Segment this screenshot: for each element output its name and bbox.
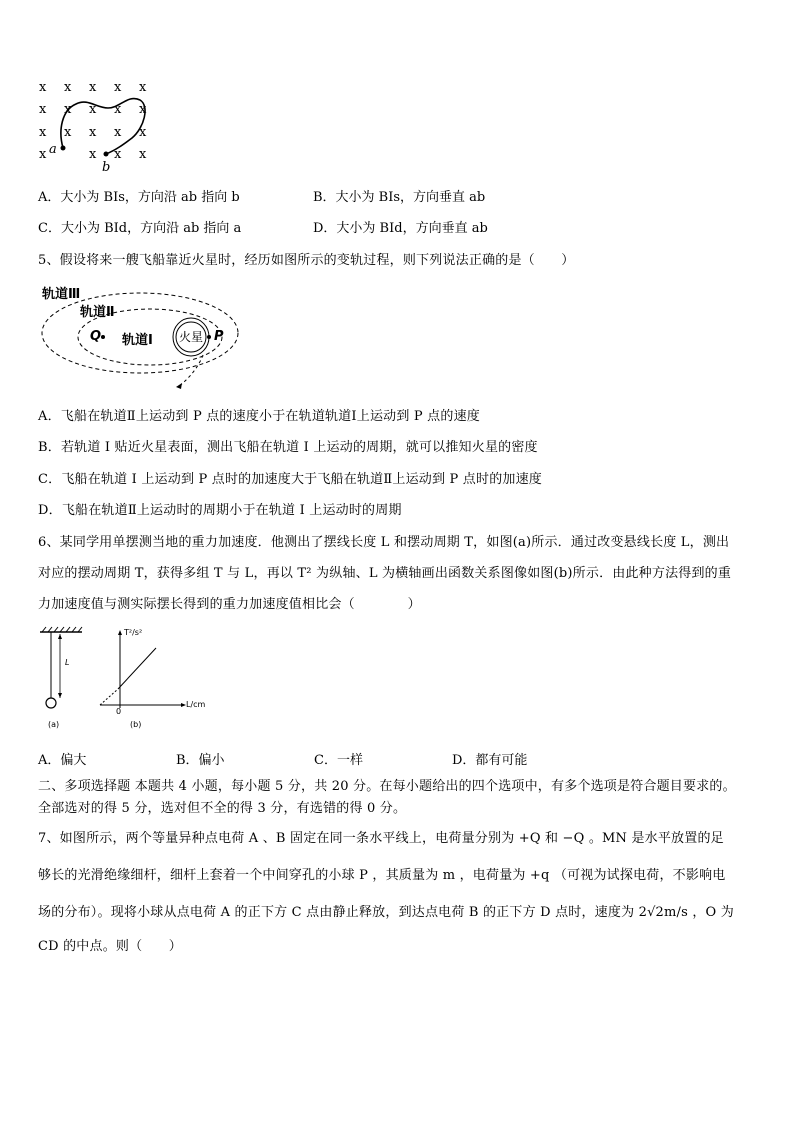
point-p-label: P xyxy=(214,329,224,344)
q6-option-a: A．偏大 xyxy=(38,753,87,768)
q4-option-a: A．大小为 BIs，方向沿 ab 指向 b xyxy=(38,190,240,205)
field-cross: x xyxy=(114,102,122,117)
figure-b-label: (b) xyxy=(130,720,142,729)
q5-option-c: C．飞船在轨道 I 上运动到 P 点时的加速度大于飞船在轨道Ⅱ上运动到 P 点时的加速度 xyxy=(38,472,543,487)
q5-option-a: A．飞船在轨道Ⅱ上运动到 P 点的速度小于在轨道轨道Ⅰ上运动到 P 点的速度 xyxy=(38,409,480,424)
q6-line-2: 对应的摆动周期 T，获得多组 T 与 L，再以 T² 为纵轴、L 为横轴画出函数关系图像如图(b)所示．由此种方法得到的重 xyxy=(38,566,732,581)
field-cross: x xyxy=(114,80,122,95)
mars-label: 火星 xyxy=(179,330,204,344)
point-b-label: b xyxy=(102,160,111,175)
length-label: L xyxy=(65,658,70,667)
field-cross: x xyxy=(139,147,147,162)
field-cross: x xyxy=(139,102,147,117)
field-cross: x xyxy=(64,125,72,140)
orbit-figure xyxy=(38,283,238,391)
magnetic-field-figure xyxy=(36,80,156,175)
q7-line-4: CD 的中点。则（ ） xyxy=(38,939,182,954)
field-cross: x xyxy=(89,147,97,162)
section2-line-2: 全部选对的得 5 分，选对但不全的得 3 分，有选错的得 0 分。 xyxy=(38,801,407,816)
field-cross: x xyxy=(89,80,97,95)
q6-line-3: 力加速度值与测实际摆长得到的重力加速度值相比会（ ） xyxy=(38,597,421,612)
q5-option-b: B．若轨道 I 贴近火星表面，测出飞船在轨道 I 上运动的周期，就可以推知火星的密度 xyxy=(38,440,538,455)
field-cross: x xyxy=(114,125,122,140)
q4-option-c: C．大小为 BId，方向沿 ab 指向 a xyxy=(38,221,242,236)
q4-option-d: D．大小为 BId，方向垂直 ab xyxy=(313,221,488,236)
field-cross: x xyxy=(114,147,122,162)
field-cross: x xyxy=(64,102,72,117)
origin-label: 0 xyxy=(116,707,122,716)
pendulum-figure xyxy=(38,626,238,731)
field-cross: x xyxy=(39,147,47,162)
field-cross: x xyxy=(39,102,47,117)
q6-line-1: 6、某同学用单摆测当地的重力加速度．他测出了摆线长度 L 和摆动周期 T，如图(a)所示．通过改变悬线长度 L，测出 xyxy=(38,535,730,550)
field-cross: x xyxy=(39,80,47,95)
field-cross: x xyxy=(139,80,147,95)
orbit1-label: 轨道Ⅰ xyxy=(122,333,153,348)
point-q-label: Q xyxy=(90,329,102,344)
q6-option-b: B．偏小 xyxy=(176,753,225,768)
q6-option-c: C．一样 xyxy=(314,753,363,768)
pendulum-drawing xyxy=(38,626,238,731)
q6-option-d: D．都有可能 xyxy=(452,753,528,768)
field-cross: x xyxy=(89,125,97,140)
q7-line-1: 7、如图所示，两个等量异种点电荷 A 、B 固定在同一条水平线上，电荷量分别为 +Q 和 −Q 。MN 是水平放置的足 xyxy=(38,831,724,846)
orbit3-label: 轨道Ⅲ xyxy=(42,287,81,302)
q7-line-3: 场的分布）。现将小球从点电荷 A 的正下方 C 点由静止释放，到达点电荷 B 的正下方 D 点时，速度为 2√2m/s ，O 为 xyxy=(38,905,734,920)
field-cross: x xyxy=(39,125,47,140)
orbit2-label: 轨道Ⅱ xyxy=(80,305,115,320)
field-cross: x xyxy=(139,125,147,140)
field-cross: x xyxy=(89,102,97,117)
y-axis-label: T²/s² xyxy=(124,628,143,637)
point-a-label: a xyxy=(49,142,57,157)
section2-line-1: 二、多项选择题 本题共 4 小题，每小题 5 分，共 20 分。在每小题给出的四个选项中，有多个选项是符合题目要求的。 xyxy=(38,779,736,794)
q5-stem: 5、假设将来一艘飞船靠近火星时，经历如图所示的变轨过程，则下列说法正确的是（ ） xyxy=(38,253,575,268)
q4-option-b: B．大小为 BIs，方向垂直 ab xyxy=(313,190,486,205)
figure-a-label: (a) xyxy=(48,720,60,729)
x-axis-label: L/cm xyxy=(186,700,206,709)
q5-option-d: D．飞船在轨道Ⅱ上运动时的周期小于在轨道 I 上运动时的周期 xyxy=(38,503,402,518)
q7-line-2: 够长的光滑绝缘细杆，细杆上套着一个中间穿孔的小球 P ，其质量为 m ，电荷量为 +q （可视为试探电荷，不影响电 xyxy=(38,868,726,883)
field-cross: x xyxy=(64,80,72,95)
